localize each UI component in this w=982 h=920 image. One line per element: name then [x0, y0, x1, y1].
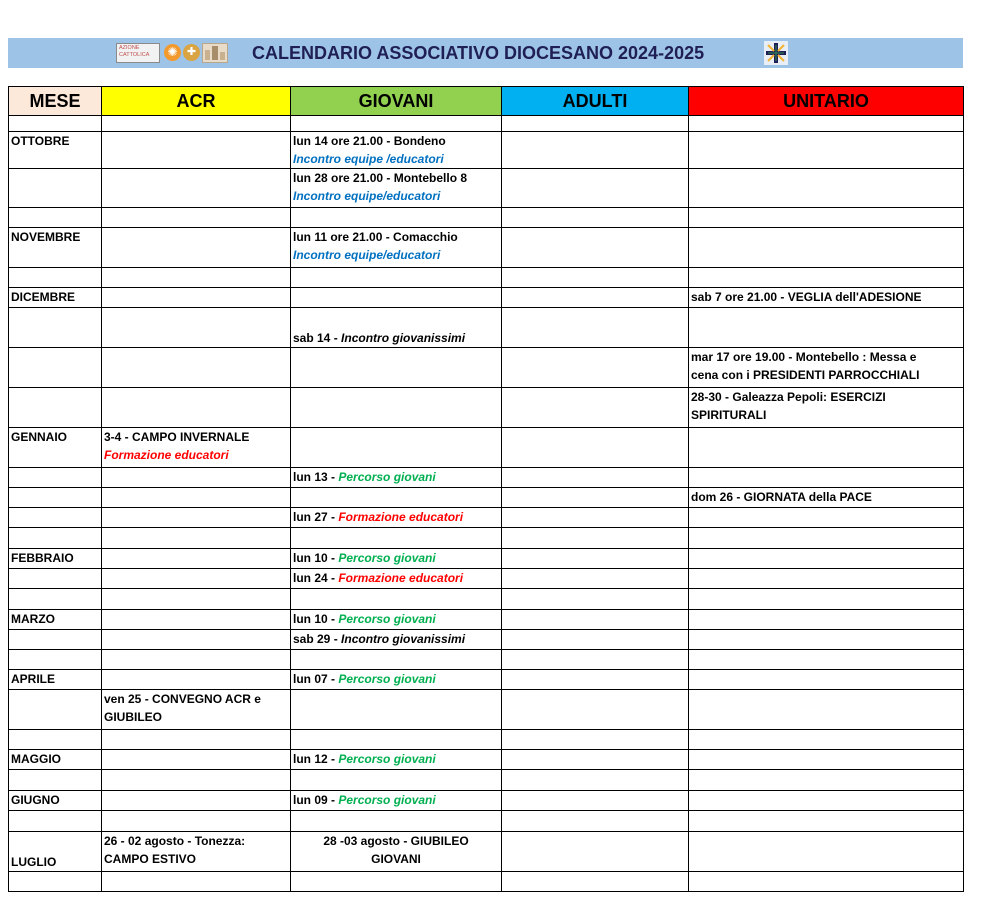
table-row: [9, 690, 964, 730]
giovani-cell: lun 10 - Percorso giovani: [291, 610, 502, 630]
logo-sun-icon: ✺: [164, 44, 181, 61]
col-header-acr: ACR: [102, 87, 291, 116]
table-row: [9, 428, 964, 468]
giovani-cell: 28 -03 agosto - GIUBILEO GIOVANI: [291, 832, 502, 872]
table-row: [9, 730, 964, 750]
mese-cell: LUGLIO: [9, 832, 102, 872]
mese-cell: MARZO: [9, 610, 102, 630]
table-row: [9, 569, 964, 589]
mese-cell: NOVEMBRE: [9, 228, 102, 268]
table-row: [9, 268, 964, 288]
giovani-cell: lun 14 ore 21.00 - Bondeno Incontro equipe /educatori: [291, 132, 502, 169]
logo-text: AZIONE CATTOLICA: [116, 43, 160, 63]
table-row: [9, 508, 964, 528]
table-row: [9, 308, 964, 348]
mese-cell: FEBBRAIO: [9, 549, 102, 569]
table-row: [9, 791, 964, 811]
page-title: CALENDARIO ASSOCIATIVO DIOCESANO 2024-2025: [252, 43, 705, 63]
unitario-cell: dom 26 - GIORNATA della PACE: [689, 488, 964, 508]
title-banner: [8, 38, 963, 68]
giovani-cell: lun 12 - Percorso giovani: [291, 750, 502, 770]
mese-cell: APRILE: [9, 670, 102, 690]
giovani-cell: lun 13 - Percorso giovani: [291, 468, 502, 488]
giovani-cell: lun 24 - Formazione educatori: [291, 569, 502, 589]
giovani-cell: lun 10 - Percorso giovani: [291, 549, 502, 569]
table-row: [9, 650, 964, 670]
giovani-cell: lun 09 - Percorso giovani: [291, 791, 502, 811]
table-row: [9, 670, 964, 690]
table-row: [9, 288, 964, 308]
col-header-unitario: UNITARIO: [689, 87, 964, 116]
table-row: [9, 348, 964, 388]
table-row: [9, 589, 964, 610]
mese-cell: GENNAIO: [9, 428, 102, 468]
col-header-adulti: ADULTI: [502, 87, 689, 116]
giovani-cell: sab 14 - Incontro giovanissimi: [291, 308, 502, 348]
table-row: [9, 872, 964, 892]
table-row: [9, 832, 964, 872]
table-row: [9, 488, 964, 508]
mese-cell: [9, 116, 102, 132]
giovani-cell: lun 11 ore 21.00 - Comacchio Incontro equipe/educatori: [291, 228, 502, 268]
giovani-cell: lun 27 - Formazione educatori: [291, 508, 502, 528]
table-row: [9, 228, 964, 268]
giovani-cell: lun 07 - Percorso giovani: [291, 670, 502, 690]
unitario-cell: sab 7 ore 21.00 - VEGLIA dell'ADESIONE: [689, 288, 964, 308]
unitario-cell: 28-30 - Galeazza Pepoli: ESERCIZI SPIRITURALI: [689, 388, 964, 428]
table-row: [9, 132, 964, 169]
calendar-table: [8, 86, 964, 892]
azione-cattolica-logo: [116, 41, 230, 65]
table-row: [9, 169, 964, 208]
mese-cell: OTTOBRE: [9, 132, 102, 169]
table-row: [9, 468, 964, 488]
logo-building-icon: [202, 43, 228, 63]
unitario-cell: mar 17 ore 19.00 - Montebello : Messa e cena con i PRESIDENTI PARROCCHIALI: [689, 348, 964, 388]
acr-cell: 3-4 - CAMPO INVERNALE Formazione educatori: [102, 428, 291, 468]
table-row: [9, 630, 964, 650]
logo-cross-icon: ✚: [183, 44, 200, 61]
table-row: [9, 116, 964, 132]
col-header-giovani: GIOVANI: [291, 87, 502, 116]
acr-cell: 26 - 02 agosto - Tonezza: CAMPO ESTIVO: [102, 832, 291, 872]
table-row: [9, 750, 964, 770]
header-row: [9, 87, 964, 116]
mese-cell: GIUGNO: [9, 791, 102, 811]
giovani-cell: sab 29 - Incontro giovanissimi: [291, 630, 502, 650]
table-row: [9, 811, 964, 832]
table-row: [9, 388, 964, 428]
acr-cell: ven 25 - CONVEGNO ACR e GIUBILEO: [102, 690, 291, 730]
giovani-cell: lun 28 ore 21.00 - Montebello 8 Incontro equipe/educatori: [291, 169, 502, 208]
table-row: [9, 770, 964, 791]
mese-cell: DICEMBRE: [9, 288, 102, 308]
table-row: [9, 208, 964, 228]
col-header-mese: MESE: [9, 87, 102, 116]
table-row: [9, 549, 964, 569]
cross-emblem-icon: [764, 41, 788, 65]
table-row: [9, 610, 964, 630]
table-row: [9, 528, 964, 549]
mese-cell: MAGGIO: [9, 750, 102, 770]
